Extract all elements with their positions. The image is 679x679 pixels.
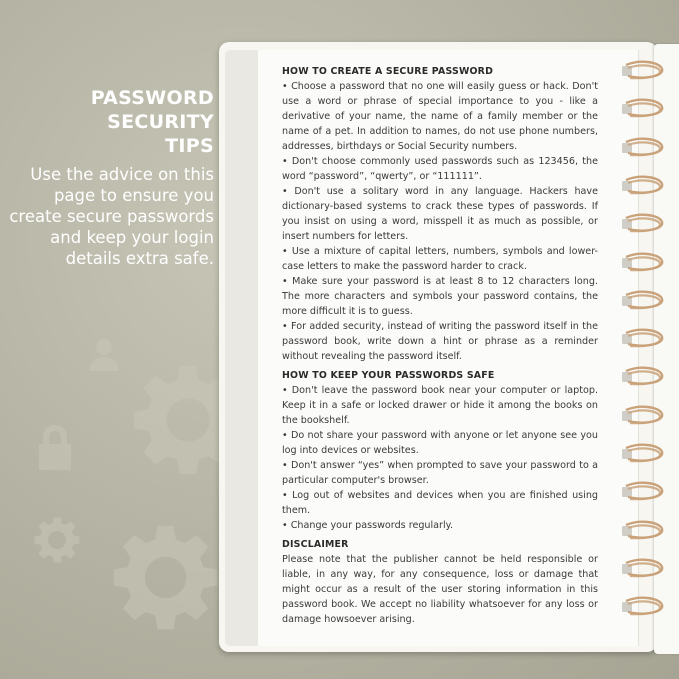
tip-item: • Log out of websites and devices when you are finished using them. — [282, 490, 598, 516]
page-text — [282, 64, 598, 627]
tip-item: • Choose a password that no one will easily guess or hack. Don't use a word or phrase of special importance to you - like a derivative of your name, the name of a family member or the name of a pet. In addition to names, do not use phone numbers, addresses, birthdays or Social Security numbers. — [282, 81, 598, 152]
section-title: DISCLAIMER — [282, 539, 349, 550]
tip-item: • For added security, instead of writing the password itself in the password book, write down a hint or phrase as a reminder without revealing the password itself. — [282, 321, 598, 362]
notebook-inner-cover — [225, 50, 260, 646]
tip-item: • Do not share your password with anyone or let anyone see you log into devices or websites. — [282, 430, 598, 456]
tip-item: • Make sure your password is at least 8 to 12 characters long. The more characters and symbols your password contains, the more difficult it is to guess. — [282, 276, 598, 317]
spiral-ring — [620, 405, 666, 427]
background-user-icon — [86, 336, 122, 372]
spiral-ring — [620, 290, 666, 312]
promo-heading-line: TIPS — [165, 135, 214, 157]
promo-heading-line: PASSWORD — [90, 87, 214, 109]
tip-item: • Use a mixture of capital letters, numbers, symbols and lower-case letters to make the password harder to crack. — [282, 246, 598, 272]
spiral-ring — [620, 252, 666, 274]
spiral-ring — [620, 366, 666, 388]
disclaimer-text: Please note that the publisher cannot be held responsible or liable, in any way, for any consequence, loss or damage that might occur as a result of the user storing information in this password book. We accept no liability whatsoever for any loss or damage howsoever arising. — [282, 554, 598, 625]
background-gear-large-icon — [108, 520, 223, 635]
tip-item: • Don't choose commonly used passwords such as 123456, the word “password”, “qwerty”, or “111111”. — [282, 156, 598, 182]
spiral-ring — [620, 520, 666, 542]
spiral-ring — [620, 443, 666, 465]
background-gear-small-icon — [32, 515, 82, 565]
spiral-ring — [620, 328, 666, 350]
tip-item: • Change your passwords regularly. — [282, 520, 454, 531]
section-title: HOW TO KEEP YOUR PASSWORDS SAFE — [282, 370, 495, 381]
spiral-ring — [620, 213, 666, 235]
spiral-binding — [620, 60, 666, 635]
background-lock-icon — [34, 424, 76, 472]
spiral-ring — [620, 60, 666, 82]
notebook-page — [258, 50, 639, 646]
spiral-ring — [620, 137, 666, 159]
spiral-ring — [620, 481, 666, 503]
tip-item: • Don't answer “yes” when prompted to save your password to a particular computer's browser. — [282, 460, 598, 486]
spiral-ring — [620, 558, 666, 580]
tip-item: • Don't leave the password book near your computer or laptop. Keep it in a safe or locked drawer or hide it among the books on the bookshelf. — [282, 385, 598, 426]
promo-heading-line: SECURITY — [107, 111, 214, 133]
section-title: HOW TO CREATE A SECURE PASSWORD — [282, 66, 494, 77]
promo-body: Use the advice on this page to ensure you create secure passwords and keep your login details extra safe. — [9, 165, 214, 268]
tip-item: • Don't use a solitary word in any language. Hackers have dictionary-based systems to crack these types of passwords. If you insist on using a word, misspell it as much as possible, or insert numbers for letters. — [282, 186, 598, 242]
spiral-ring — [620, 175, 666, 197]
spiral-ring — [620, 98, 666, 120]
promo-heading — [9, 86, 214, 158]
spiral-ring — [620, 596, 666, 618]
promo-block — [9, 86, 214, 269]
